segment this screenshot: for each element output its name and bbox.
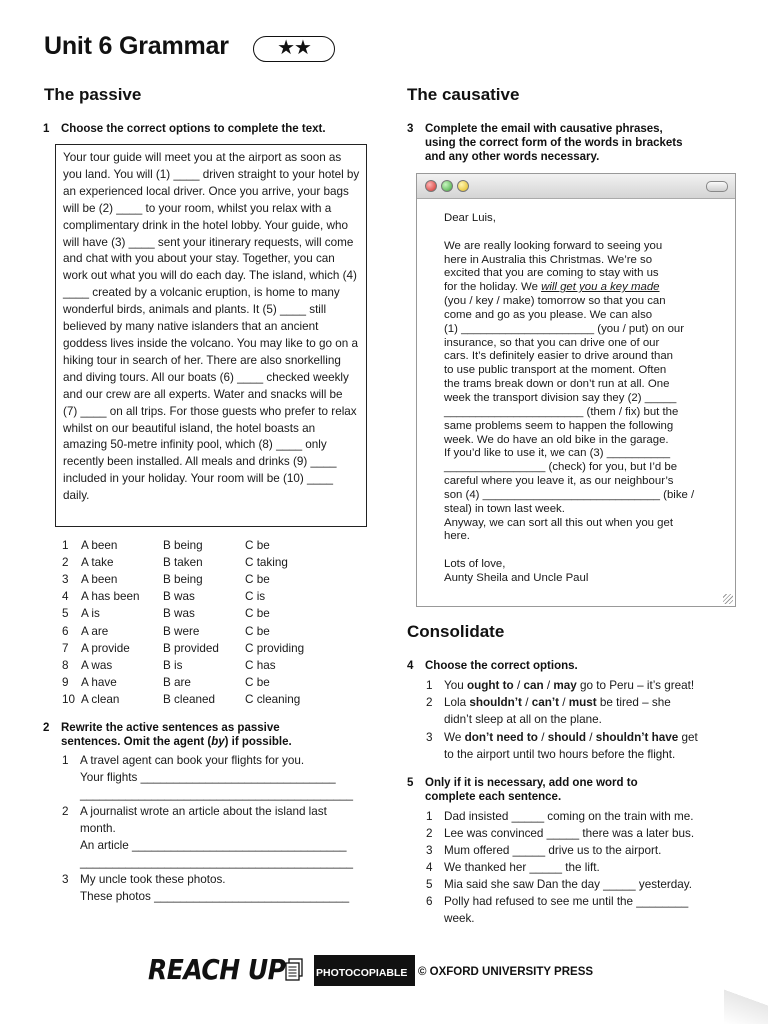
item-line: __________________________________________ [80,856,354,869]
item-number: 3 [426,844,433,857]
email-line-text: insurance, so that you can drive one of our [444,336,660,349]
instruction-emphasis: by [211,736,225,748]
option-choice: shouldn’t [469,696,522,709]
option-choice: can’t [531,696,559,709]
page-curl [724,954,768,1024]
option-b: B were [163,624,200,638]
email-line [444,364,714,378]
item-number: 3 [426,731,433,744]
instruction-text [425,122,683,164]
item-text: Lola [444,696,470,709]
option-b: B taken [163,556,203,570]
email-line [444,503,714,517]
option-row [62,674,372,691]
maximize-icon[interactable] [441,180,453,192]
item-line: We thanked her _____ the lift. [444,861,600,874]
email-line-text: (you / key / make) tomorrow so that you can [444,295,666,308]
item-line: to the airport until two hours before the flight. [444,748,676,761]
item-text: We [444,731,465,744]
option-choice: ought to [466,679,514,692]
option-row [62,657,372,674]
item-text: / [558,696,569,709]
instruction-text [61,721,292,749]
item-line: These photos ______________________________ [80,890,350,903]
option-c: C be [245,573,270,587]
item-line: Mia said she saw Dan the day _____ yesterday. [444,878,692,891]
item-number: 2 [426,827,433,840]
option-choice: may [553,679,577,692]
instruction-line: and any other words necessary. [425,151,600,163]
item-number: 1 [62,754,69,767]
email-line-text: careful where you leave it, as our neighbour’s [444,475,674,488]
email-line-text: the trams break down or don’t run at all. One [444,378,670,391]
email-line-text: for the holiday. We [444,281,542,294]
email-line-text: If you’d like to use it, we can (3) __________ [444,447,671,460]
exercise-5-instruction [407,776,737,806]
reading-passage: Your tour guide will meet you at the airport as soon as you land. You will (1) ____ driven straight to your hotel by an experienced local driver. Once you arrive, your bags will be (2) ____ to your room, whilst you relax with a complimentary drink in the hotel lobby. Your guide, who will have (3) ____ sent your itinerary requests, will come and chat with you about your stay. Together, you can work out what you will do each day. The island, which (4) ____ created by a volcanic eruption, is home to many wonderful birds, animals and plants. It (5) ____ still believed by many native islanders that an ancient goddess lives inside the volcano. You may like to go on a hiking tour in search of her. There are also snorkelling and diving tours. All our boats (6) ____ checked weekly and our crew are all experts. Water and snacks will be (7) ____ on all trips. For those guests who prefer to relax whilst on our beautiful island, the hotel boasts an amazing 50-metre infinity pool, which (8) ____ only recently been installed. All meals and drinks (9) ____ included in your holiday. Your room will be (10) ____ daily. [55,144,367,527]
copyright-text: © OXFORD UNIVERSITY PRESS [418,966,594,978]
item-text: be tired – she [596,696,671,709]
email-greeting: Dear Luis, [444,212,496,224]
close-icon[interactable] [425,180,437,192]
section-title-consolidate: Consolidate [407,622,505,641]
item-line: Mum offered _____ drive us to the airport. [444,844,662,857]
photocopiable-badge: PHOTOCOPIABLE [314,955,415,986]
item-number: 2 [62,805,69,818]
email-line [444,447,714,461]
email-body [444,212,714,586]
option-b: B is [163,658,183,672]
option-b: B was [163,590,195,604]
option-row [62,691,372,708]
item-number: 4 [426,861,433,874]
item-number: 6 [426,895,433,908]
option-b: B being [163,539,203,552]
email-line-text: same problems seem to happen the following [444,419,674,432]
exercise-number: 2 [43,722,50,734]
option-choice: shouldn’t have [595,731,679,744]
item-line [444,678,694,695]
item-line [444,695,671,712]
exercise-number: 5 [407,777,414,789]
reach-up-logo: REACH UP [148,953,286,986]
email-line-text: son (4) ____________________________ (bike / [444,488,695,501]
item-line: Polly had refused to see me until the ________ [444,895,689,908]
item-line: Your flights ______________________________ [80,771,336,784]
option-number: 5 [62,607,69,621]
option-row [62,537,372,554]
option-a: A clean [81,692,120,706]
item-number: 1 [426,679,433,692]
email-line-text: here. [444,530,470,543]
email-line-text: here in Australia this Christmas. We’re so [444,253,653,266]
difficulty-stars: ★★ [253,36,335,62]
email-line-text: ________________ (check) for you, but I’d be [444,461,678,474]
option-number: 2 [62,556,69,570]
resize-grip-icon[interactable] [723,594,733,604]
item-line: Dad insisted _____ coming on the train with me. [444,810,694,823]
instruction-text: Choose the correct options. [425,660,578,672]
example-answer: will get you a key made [541,281,660,294]
option-a: A take [81,556,114,570]
option-c: C be [245,624,270,638]
email-line [444,406,714,420]
item-line: didn’t sleep at all on the plane. [444,713,602,726]
item-line [444,730,698,747]
instruction-line: Only if it is necessary, add one word to [425,777,638,789]
item-line: My uncle took these photos. [80,873,226,886]
instruction-line: Rewrite the active sentences as passive [61,722,280,734]
email-line [444,267,714,281]
email-signature: Aunty Sheila and Uncle Paul [444,571,589,584]
email-line-text: We are really looking forward to seeing you [444,239,663,252]
option-a: A been [81,539,118,552]
item-line: month. [80,822,116,835]
section-title-causative: The causative [407,85,520,104]
item-number: 2 [426,696,433,709]
email-line [444,337,714,351]
option-row [62,623,372,640]
option-a: A is [81,607,100,621]
email-line [444,530,714,544]
item-line: week. [444,912,475,925]
email-line-text: (1) _____________________ (you / put) on our [444,322,685,335]
email-line-text: excited that you are coming to stay with us [444,267,659,280]
option-choice: can [523,679,544,692]
option-a: A provide [81,641,130,655]
exercise-number: 3 [407,123,414,135]
exercise-2-instruction [43,721,373,751]
option-choice: must [568,696,597,709]
option-number: 4 [62,590,69,604]
email-line-text: cars. It’s definitely easier to drive around than [444,350,673,363]
item-line: An article _________________________________ [80,839,347,852]
email-line-text: Anyway, we can sort all this out when you get [444,516,673,529]
option-c: C providing [245,641,305,655]
email-line-text: come and go as you please. We can also [444,308,653,321]
option-row [62,588,372,605]
exercise-number: 1 [43,123,50,135]
photocopy-icon [284,958,304,982]
email-line [444,240,714,254]
email-line [444,323,714,337]
option-c: C be [245,607,270,621]
email-line [444,378,714,392]
email-line-text: ______________________ (them / fix) but the [444,405,679,418]
option-c: C has [245,658,276,672]
option-number: 6 [62,624,69,638]
item-number: 1 [426,810,433,823]
option-b: B cleaned [163,692,215,706]
email-line [444,489,714,503]
item-text: / [543,679,554,692]
option-a: A has been [81,590,140,604]
option-b: B was [163,607,195,621]
email-line-text: steal) in town last week. [444,502,565,515]
email-line [444,434,714,448]
option-c: C is [245,590,266,604]
instruction-text: Choose the correct options to complete the text. [61,123,326,135]
option-number: 1 [62,539,69,552]
instruction-line: ) if possible. [224,736,292,748]
email-line [444,254,714,268]
email-line-text: week. We do have an old bike in the garage. [444,433,669,446]
item-line: __________________________________________ [80,788,354,801]
option-a: A have [81,675,117,689]
instruction-line: sentences. Omit the agent ( [61,736,212,748]
email-line [444,475,714,489]
email-signoff: Lots of love, [444,558,506,571]
instruction-line: Complete the email with causative phrases, [425,123,663,135]
exercise-4-instruction [407,659,737,673]
option-choice: don’t need to [464,731,538,744]
instruction-text [425,776,638,804]
email-line [444,309,714,323]
email-line [444,350,714,364]
option-c: C be [245,675,270,689]
option-c: C taking [245,556,288,570]
option-number: 9 [62,675,69,689]
exercise-3-instruction [407,122,737,166]
email-line [444,281,714,295]
option-choice: should [547,731,587,744]
item-line: A journalist wrote an article about the island last [80,805,327,818]
item-number: 5 [426,878,433,891]
item-text: You [444,679,467,692]
option-c: C be [245,539,270,552]
option-row [62,554,372,571]
option-b: B being [163,573,203,587]
window-titlebar [417,174,735,199]
option-row [62,640,372,657]
item-text: / [537,731,548,744]
exercise-number: 4 [407,660,414,672]
email-line [444,517,714,531]
option-number: 7 [62,641,69,655]
section-title-passive: The passive [44,85,142,104]
email-line-text: week the transport division say they (2) _____ [444,391,677,404]
email-line-text: to use public transport at the moment. Often [444,364,667,377]
option-c: C cleaning [245,692,301,706]
option-a: A are [81,624,109,638]
minimize-icon[interactable] [457,180,469,192]
option-row [62,605,372,622]
option-number: 10 [62,692,76,706]
item-text: / [513,679,524,692]
item-text: / [521,696,532,709]
email-line [444,392,714,406]
page-title: Unit 6 Grammar [44,32,229,60]
item-text: get [678,731,698,744]
item-line: A travel agent can book your flights for you. [80,754,305,767]
option-number: 3 [62,573,69,587]
exercise-1-instruction [43,122,373,136]
email-line [444,461,714,475]
instruction-line: using the correct form of the words in brackets [425,137,683,149]
option-b: B are [163,675,191,689]
email-window [416,173,736,607]
option-number: 8 [62,658,69,672]
option-a: A been [81,573,118,587]
item-line: Lee was convinced _____ there was a later bus. [444,827,695,840]
instruction-line: complete each sentence. [425,791,562,803]
item-number: 3 [62,873,69,886]
email-line [444,420,714,434]
item-text: go to Peru – it’s great! [576,679,695,692]
option-a: A was [81,658,113,672]
option-row [62,571,372,588]
toolbar-toggle-icon[interactable] [706,181,728,192]
email-line [444,295,714,309]
option-b: B provided [163,641,219,655]
item-text: / [586,731,596,744]
email-text [444,240,714,545]
